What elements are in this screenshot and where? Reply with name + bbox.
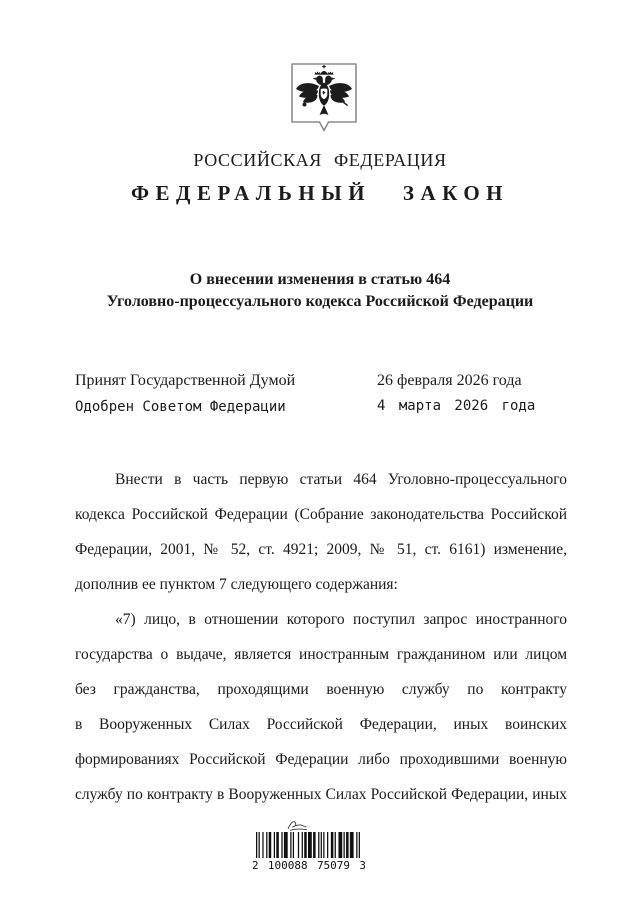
body-line: кодекса Российской Федерации (Собрание законодательства Российской (75, 506, 567, 523)
body-line: Федерации, 2001, № 52, ст. 4921; 2009, № 51, ст. 6161) изменение, (75, 541, 567, 558)
body-line: в Вооруженных Силах Российской Федерации, иных воинских (75, 716, 567, 733)
law-body-text (75, 462, 567, 812)
council-approval-label: Одобрен Советом Федерации (75, 399, 286, 415)
duma-adoption-date: 26 февраля 2026 года (377, 372, 522, 389)
body-line: Внести в часть первую статьи 464 Уголовно-процессуального (115, 471, 567, 488)
handwritten-mark (280, 819, 316, 832)
document-title-line1: О внесении изменения в статью 464 (189, 271, 451, 288)
coat-of-arms-box (289, 62, 359, 140)
barcode-digit-group: 3 (359, 859, 366, 872)
barcode-block (252, 819, 366, 872)
barcode-bars (256, 832, 360, 858)
body-line: службу по контракту в Вооруженных Силах Российской Федерации, иных (75, 786, 567, 803)
barcode-digit-group: 100088 (267, 859, 308, 872)
duma-adoption-label: Принят Государственной Думой (75, 372, 296, 389)
barcode-digits (252, 859, 366, 872)
barcode-digit-group: 75079 (316, 859, 351, 872)
body-line: дополнив ее пунктом 7 следующего содержания: (75, 576, 398, 593)
barcode-digit-group: 2 (252, 859, 259, 872)
body-line: без гражданства, проходящими военную службу по контракту (75, 681, 567, 698)
body-line: формированиях Российской Федерации либо проходившими военную (75, 751, 567, 768)
russian-coat-of-arms-icon (289, 62, 359, 140)
body-line: государства о выдаче, является иностранным гражданином или лицом (75, 646, 567, 663)
document-title (70, 269, 570, 313)
body-line: «7) лицо, в отношении которого поступил запрос иностранного (115, 611, 567, 628)
country-heading: РОССИЙСКАЯ ФЕДЕРАЦИЯ (193, 150, 447, 170)
doc-type-heading: ФЕДЕРАЛЬНЫЙ ЗАКОН (131, 181, 509, 205)
council-approval-date: 4 марта 2026 года (377, 398, 536, 414)
document-title-line2: Уголовно-процессуального кодекса Российской Федерации (106, 293, 534, 310)
